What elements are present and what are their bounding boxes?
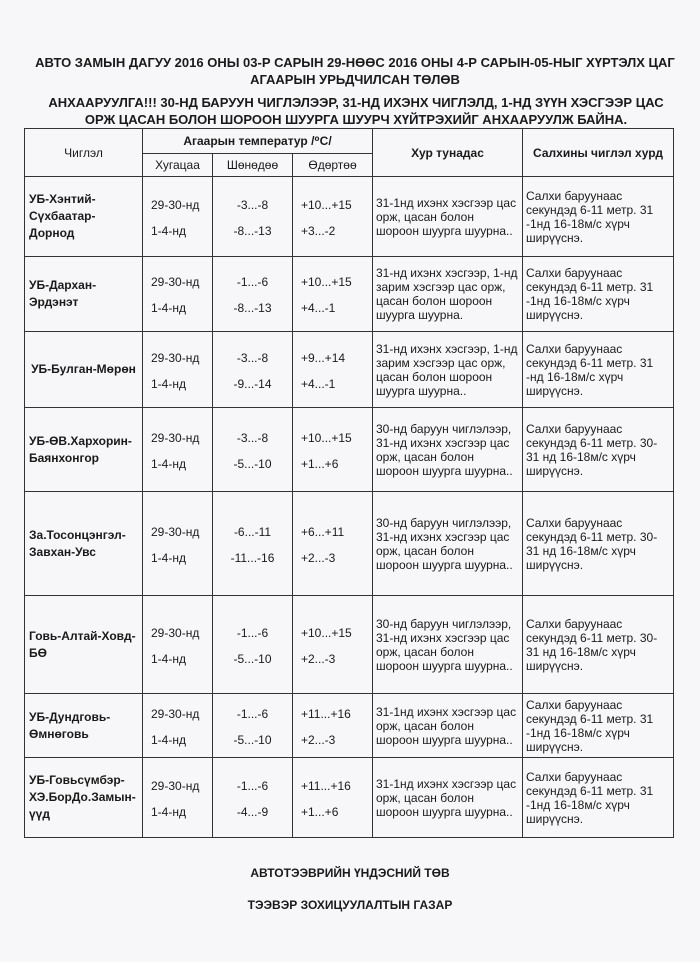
night-temperature-cell — [213, 694, 293, 758]
route-direction: УБ-Говьсүмбэр-ХЭ.БорДо.Замын-үүд — [25, 758, 143, 838]
forecast-period: 29-30-нд — [151, 275, 200, 289]
precipitation-text: 30-нд баруун чиглэлээр, 31-нд ихэнх хэсгээр цас орж, цасан болон шороон шуурга шуурна.. — [373, 492, 523, 596]
header-phenomena: Хур тунадас — [373, 129, 523, 177]
forecast-period: 1-4-нд — [151, 550, 186, 565]
night-temperature: -1...-6 — [236, 706, 269, 721]
day-temperature-cell — [293, 596, 373, 694]
night-temperature: -11...-16 — [230, 550, 275, 565]
day-temperature: +1...+6 — [301, 456, 339, 471]
night-temperature: -9...-14 — [233, 376, 272, 391]
forecast-period: 29-30-нд — [151, 778, 200, 793]
precipitation-text: 30-нд баруун чиглэлээр, 31-нд ихэнх хэсгээр цас орж, цасан болон шороон шуурга шуурна.. — [373, 408, 523, 492]
forecast-period-cell — [143, 332, 213, 408]
precipitation-text: 31-нд ихэнх хэсгээр, 1-нд зарим хэсгээр цас орж, цасан болон шороон шуурга шуурна. — [373, 257, 523, 332]
night-temperature: -1...-6 — [236, 275, 269, 289]
precipitation-text: 31-нд ихэнх хэсгээр, 1-нд зарим хэсгээр цас орж, цасан болон шороон шуурга шуурна.. — [373, 332, 523, 408]
forecast-period-cell — [143, 177, 213, 257]
forecast-period: 1-4-нд — [151, 804, 186, 819]
forecast-period: 29-30-нд — [151, 197, 200, 212]
forecast-period: 29-30-нд — [151, 706, 200, 721]
table-row — [25, 408, 674, 492]
forecast-period: 1-4-нд — [151, 651, 186, 666]
night-temperature-cell — [213, 596, 293, 694]
header-day: Өдөртөө — [293, 154, 373, 177]
route-direction: УБ-Дархан-Эрдэнэт — [25, 257, 143, 332]
wind-text: Салхи баруунаас секундэд 6-11 метр. 30-31 нд 16-18м/с хүрч ширүүснэ. — [523, 408, 674, 492]
day-temperature: +10...+15 — [301, 197, 352, 212]
night-temperature-cell — [213, 758, 293, 838]
day-temperature: +4...-1 — [301, 301, 336, 315]
day-temperature-cell — [293, 408, 373, 492]
night-temperature-cell — [213, 492, 293, 596]
footer-organization: АВТОТЭЭВРИЙН ҮНДЭСНИЙ ТӨВ — [250, 866, 450, 880]
forecast-period-cell — [143, 408, 213, 492]
warning-notice: АНХААРУУЛГА!!! 30-НД БАРУУН ЧИГЛЭЛЭЭР, 31-НД ИХЭНХ ЧИГЛЭЛД, 1-НД ЗҮҮН ХЭСГЭЭР ЦАС ОРЖ ЦАСАН БОЛОН ШОРООН ШУУРГА ШУУРЧ ХҮЙТРЭХИЙГ АНХААРУУЛЖ БАЙНА. — [48, 95, 664, 127]
forecast-period: 29-30-нд — [151, 524, 200, 539]
route-direction: УБ-Булган-Мөрөн — [25, 332, 143, 408]
route-direction: Говь-Алтай-Ховд-БӨ — [25, 596, 143, 694]
forecast-period: 1-4-нд — [151, 301, 186, 315]
table-row — [25, 177, 674, 257]
wind-text: Салхи баруунаас секундэд 6-11 метр. 31 -1нд 16-18м/с хүрч ширүүснэ. — [523, 694, 674, 758]
forecast-period-cell — [143, 492, 213, 596]
header-night: Шөнөдөө — [213, 154, 293, 177]
day-temperature: +4...-1 — [301, 376, 336, 391]
wind-text: Салхи баруунаас секундэд 6-11 метр. 30-31 нд 16-18м/с хүрч ширүүснэ. — [523, 596, 674, 694]
day-temperature: +2...-3 — [301, 732, 336, 747]
wind-text: Салхи баруунаас секундэд 6-11 метр. 30-31 нд 16-18м/с хүрч ширүүснэ. — [523, 492, 674, 596]
night-temperature: -3...-8 — [236, 197, 269, 212]
night-temperature-cell — [213, 257, 293, 332]
night-temperature: -5...-10 — [233, 456, 272, 471]
header-direction: Чиглэл — [25, 129, 143, 177]
forecast-period: 1-4-нд — [151, 376, 186, 391]
night-temperature: -3...-8 — [236, 350, 269, 365]
forecast-period: 1-4-нд — [151, 456, 186, 471]
forecast-period: 1-4-нд — [151, 223, 186, 238]
night-temperature: -8...-13 — [233, 223, 272, 238]
wind-text: Салхи баруунаас секундэд 6-11 метр. 31 -1нд 16-18м/с хүрч ширүүснэ. — [523, 257, 674, 332]
night-temperature: -1...-6 — [236, 625, 269, 640]
wind-text: Салхи баруунаас секундэд 6-11 метр. 31 -1нд 16-18м/с хүрч ширүүснэ. — [523, 177, 674, 257]
night-temperature-cell — [213, 177, 293, 257]
precipitation-text: 30-нд баруун чиглэлээр, 31-нд ихэнх хэсгээр цас орж, цасан болон шороон шуурга шуурна.. — [373, 596, 523, 694]
night-temperature: -6...-11 — [233, 524, 272, 539]
day-temperature: +10...+15 — [301, 625, 352, 640]
day-temperature-cell — [293, 177, 373, 257]
document-title: АВТО ЗАМЫН ДАГУУ 2016 ОНЫ 03-Р САРЫН 29-НӨӨС 2016 ОНЫ 4-Р САРЫН-05-НЫГ ХҮРТЭЛХ ЦАГ АГААРЫН УРЬДЧИЛСАН ТӨЛӨВ — [35, 55, 675, 87]
table-row — [25, 492, 674, 596]
footer-department: ТЭЭВЭР ЗОХИЦУУЛАЛТЫН ГАЗАР — [247, 898, 453, 912]
night-temperature-cell — [213, 408, 293, 492]
day-temperature: +2...-3 — [301, 550, 336, 565]
wind-text: Салхи баруунаас секундэд 6-11 метр. 31 -1нд 16-18м/с хүрч ширүүснэ. — [523, 758, 674, 838]
forecast-period-cell — [143, 596, 213, 694]
table-row — [25, 257, 674, 332]
header-period: Хугацаа — [143, 154, 213, 177]
forecast-table — [24, 128, 674, 838]
day-temperature: +11...+16 — [301, 706, 351, 721]
day-temperature: +6...+11 — [301, 524, 345, 539]
day-temperature: +11...+16 — [301, 778, 351, 793]
route-direction: УБ-ӨВ.Хархорин-Баянхонгор — [25, 408, 143, 492]
night-temperature: -4...-9 — [236, 804, 269, 819]
day-temperature-cell — [293, 694, 373, 758]
day-temperature: +1...+6 — [301, 804, 339, 819]
table-row — [25, 694, 674, 758]
table-row — [25, 758, 674, 838]
precipitation-text: 31-1нд ихэнх хэсгээр цас орж, цасан болон шороон шуурга шуурна.. — [373, 177, 523, 257]
forecast-period-cell — [143, 257, 213, 332]
forecast-period: 29-30-нд — [151, 625, 200, 640]
day-temperature-cell — [293, 257, 373, 332]
header-wind: Салхины чиглэл хурд — [523, 129, 674, 177]
wind-text: Салхи баруунаас секундэд 6-11 метр. 31 -нд 16-18м/с хүрч ширүүснэ. — [523, 332, 674, 408]
route-direction: УБ-Хэнтий-Сүхбаатар-Дорнод — [25, 177, 143, 257]
precipitation-text: 31-1нд ихэнх хэсгээр цас орж, цасан болон шороон шуурга шуурна.. — [373, 694, 523, 758]
table-row — [25, 332, 674, 408]
day-temperature: +3...-2 — [301, 223, 336, 238]
day-temperature: +2...-3 — [301, 651, 336, 666]
day-temperature: +10...+15 — [301, 275, 352, 289]
table-row — [25, 596, 674, 694]
day-temperature: +9...+14 — [301, 350, 346, 365]
night-temperature: -5...-10 — [233, 651, 272, 666]
day-temperature-cell — [293, 332, 373, 408]
route-direction: За.Тосонцэнгэл-Завхан-Увс — [25, 492, 143, 596]
night-temperature: -3...-8 — [236, 430, 269, 445]
precipitation-text: 31-1нд ихэнх хэсгээр цас орж, цасан болон шороон шуурга шуурна.. — [373, 758, 523, 838]
night-temperature: -5...-10 — [233, 732, 272, 747]
forecast-period: 29-30-нд — [151, 350, 200, 365]
forecast-period: 1-4-нд — [151, 732, 186, 747]
forecast-period-cell — [143, 694, 213, 758]
night-temperature: -8...-13 — [233, 301, 272, 315]
forecast-period: 29-30-нд — [151, 430, 200, 445]
day-temperature: +10...+15 — [301, 430, 352, 445]
day-temperature-cell — [293, 758, 373, 838]
night-temperature-cell — [213, 332, 293, 408]
route-direction: УБ-Дундговь-Өмнөговь — [25, 694, 143, 758]
header-temperature: Агаарын температур /⁰C/ — [143, 129, 373, 154]
forecast-period-cell — [143, 758, 213, 838]
night-temperature: -1...-6 — [236, 778, 269, 793]
day-temperature-cell — [293, 492, 373, 596]
